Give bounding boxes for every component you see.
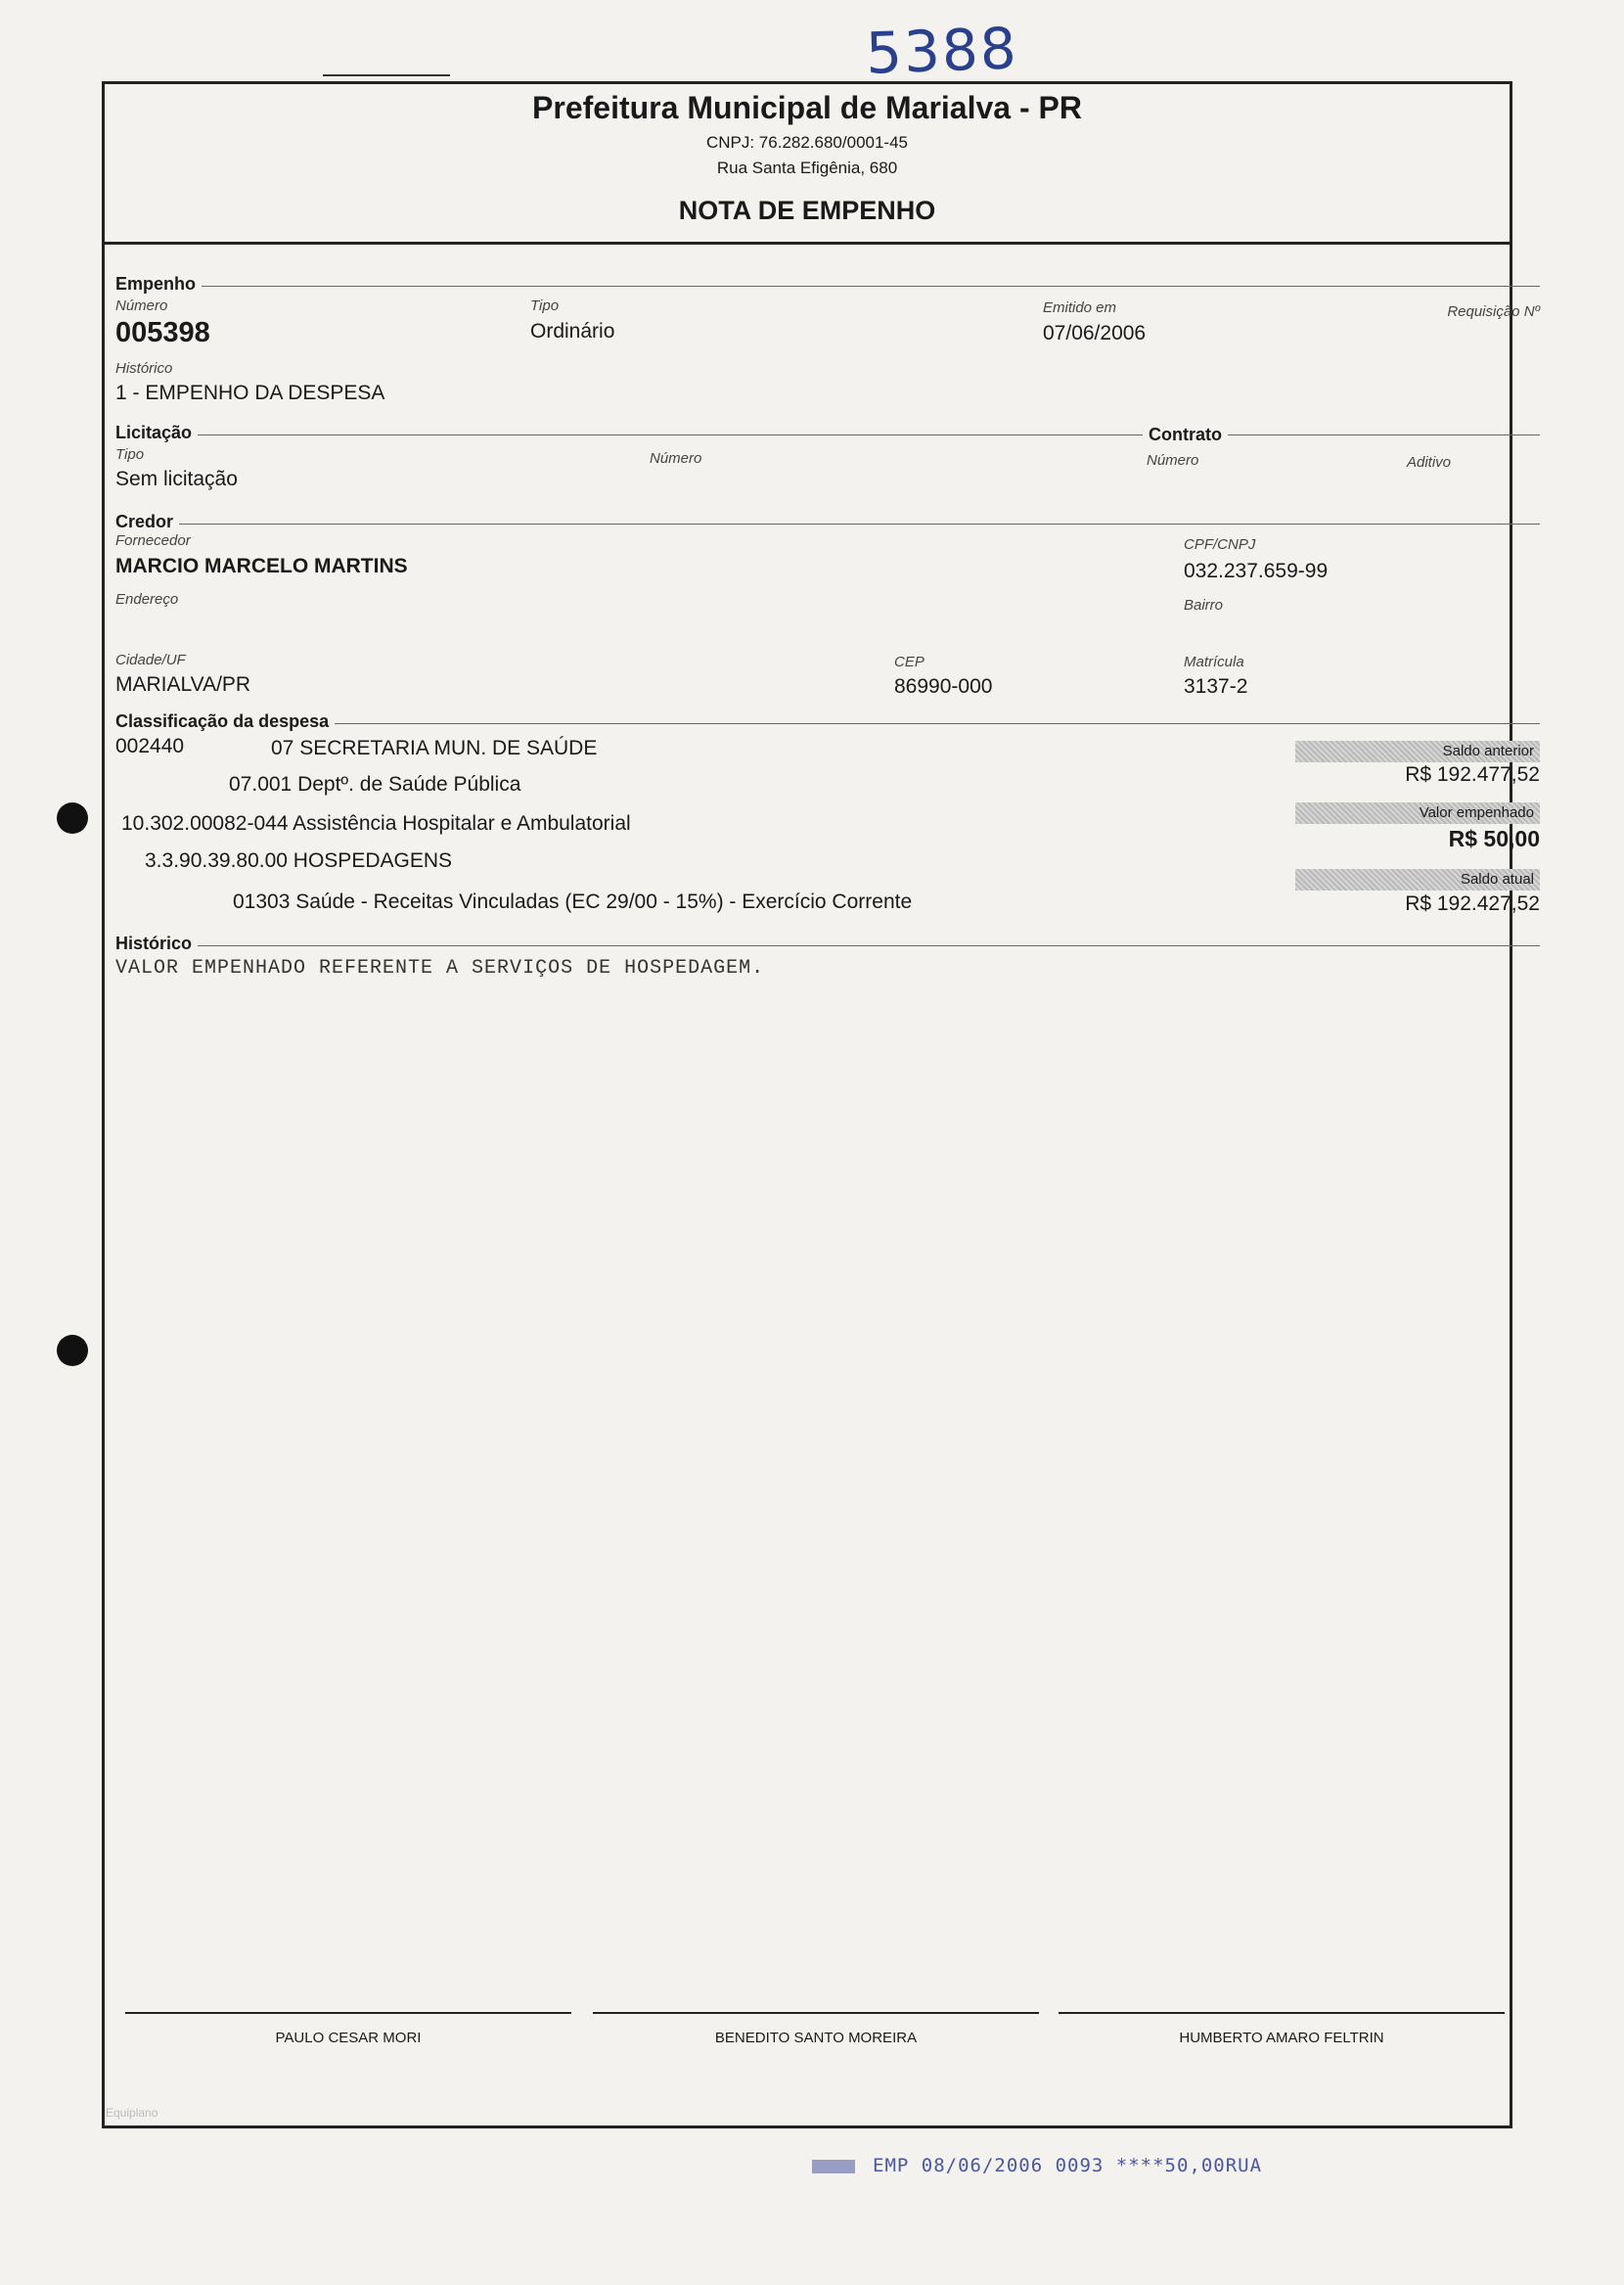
empenho-tipo-label: Tipo xyxy=(530,297,560,314)
signature-line-1 xyxy=(125,2012,571,2014)
credor-rule xyxy=(115,524,1540,525)
cidade-label: Cidade/UF xyxy=(115,652,186,668)
punch-hole-bottom xyxy=(57,1335,88,1366)
empenho-tipo: Ordinário xyxy=(530,320,615,343)
emitido-label: Emitido em xyxy=(1043,299,1117,316)
cnpj-line: CNPJ: 76.282.680/0001-45 xyxy=(705,133,909,152)
footer-faint-text: Equiplano xyxy=(106,2106,158,2120)
municipality-title: Prefeitura Municipal de Marialva - PR xyxy=(532,90,1082,125)
credor-section-label: Credor xyxy=(115,512,179,532)
classificacao-elemento: 3.3.90.39.80.00 HOSPEDAGENS xyxy=(145,849,453,872)
signature-line-2 xyxy=(593,2012,1039,2014)
cidade-value: MARIALVA/PR xyxy=(115,673,251,696)
fornecedor-name: MARCIO MARCELO MARTINS xyxy=(115,555,408,577)
requisicao-label: Requisição Nº xyxy=(1447,303,1540,320)
empenho-historico-label: Histórico xyxy=(115,360,173,377)
licitacao-numero-label: Número xyxy=(650,450,702,467)
empenho-numero-label: Número xyxy=(115,297,168,314)
stamp-mark-icon xyxy=(812,2160,855,2173)
document-title: NOTA DE EMPENHO xyxy=(678,196,936,225)
address-line: Rua Santa Efigênia, 680 xyxy=(716,159,898,177)
classificacao-programa: 10.302.00082-044 Assistência Hospitalar e Ambulatorial xyxy=(121,812,631,835)
licitacao-tipo: Sem licitação xyxy=(115,468,238,490)
classificacao-section-label: Classificação da despesa xyxy=(115,711,335,732)
cep-value: 86990-000 xyxy=(894,675,993,698)
header-divider xyxy=(102,242,1512,245)
valor-empenhado-label: Valor empenhado xyxy=(1295,802,1540,824)
signature-name-2: BENEDITO SANTO MOREIRA xyxy=(714,2030,918,2046)
contrato-aditivo-label: Aditivo xyxy=(1407,454,1452,471)
classificacao-departamento: 07.001 Deptº. de Saúde Pública xyxy=(229,773,521,796)
top-mark-line xyxy=(323,74,450,76)
signature-name-3: HUMBERTO AMARO FELTRIN xyxy=(1179,2030,1384,2046)
classificacao-code: 002440 xyxy=(115,735,185,757)
contrato-section-label: Contrato xyxy=(1143,425,1228,445)
machine-stamp xyxy=(812,2155,1262,2176)
emitido-date: 07/06/2006 xyxy=(1043,322,1147,344)
saldo-atual-value: R$ 192.427,52 xyxy=(1405,892,1540,915)
signature-name-1: PAULO CESAR MORI xyxy=(275,2030,422,2046)
bairro-label: Bairro xyxy=(1184,597,1224,614)
licitacao-rule xyxy=(115,434,1540,435)
classificacao-secretaria: 07 SECRETARIA MUN. DE SAÚDE xyxy=(271,737,598,759)
historico-rule xyxy=(115,945,1540,946)
signature-line-3 xyxy=(1059,2012,1505,2014)
historico-text: VALOR EMPENHADO REFERENTE A SERVIÇOS DE HOSPEDAGEM. xyxy=(115,957,765,980)
valor-empenhado-value: R$ 50,00 xyxy=(1448,826,1540,851)
cpf-value: 032.237.659-99 xyxy=(1184,560,1329,582)
punch-hole-top xyxy=(57,802,88,834)
licitacao-tipo-label: Tipo xyxy=(115,446,145,463)
saldo-anterior-value: R$ 192.477,52 xyxy=(1405,763,1540,786)
cpf-label: CPF/CNPJ xyxy=(1184,536,1256,553)
classificacao-fonte: 01303 Saúde - Receitas Vinculadas (EC 29/00 - 15%) - Exercício Corrente xyxy=(233,891,913,913)
matricula-label: Matrícula xyxy=(1184,654,1244,670)
empenho-rule xyxy=(115,286,1540,287)
contrato-numero-label: Número xyxy=(1147,452,1199,469)
handwritten-number: 5388 xyxy=(864,15,1019,87)
endereco-label: Endereço xyxy=(115,591,179,608)
empenho-historico: 1 - EMPENHO DA DESPESA xyxy=(115,382,385,404)
saldo-anterior-label: Saldo anterior xyxy=(1295,741,1540,762)
empenho-section-label: Empenho xyxy=(115,274,202,295)
fornecedor-label: Fornecedor xyxy=(115,532,191,549)
matricula-value: 3137-2 xyxy=(1184,675,1248,698)
historico-section-label: Histórico xyxy=(115,934,198,954)
licitacao-section-label: Licitação xyxy=(115,423,198,443)
empenho-numero: 005398 xyxy=(115,317,210,348)
saldo-atual-label: Saldo atual xyxy=(1295,869,1540,891)
stamp-text: EMP 08/06/2006 0093 ****50,00RUA xyxy=(873,2155,1263,2176)
cep-label: CEP xyxy=(894,654,925,670)
